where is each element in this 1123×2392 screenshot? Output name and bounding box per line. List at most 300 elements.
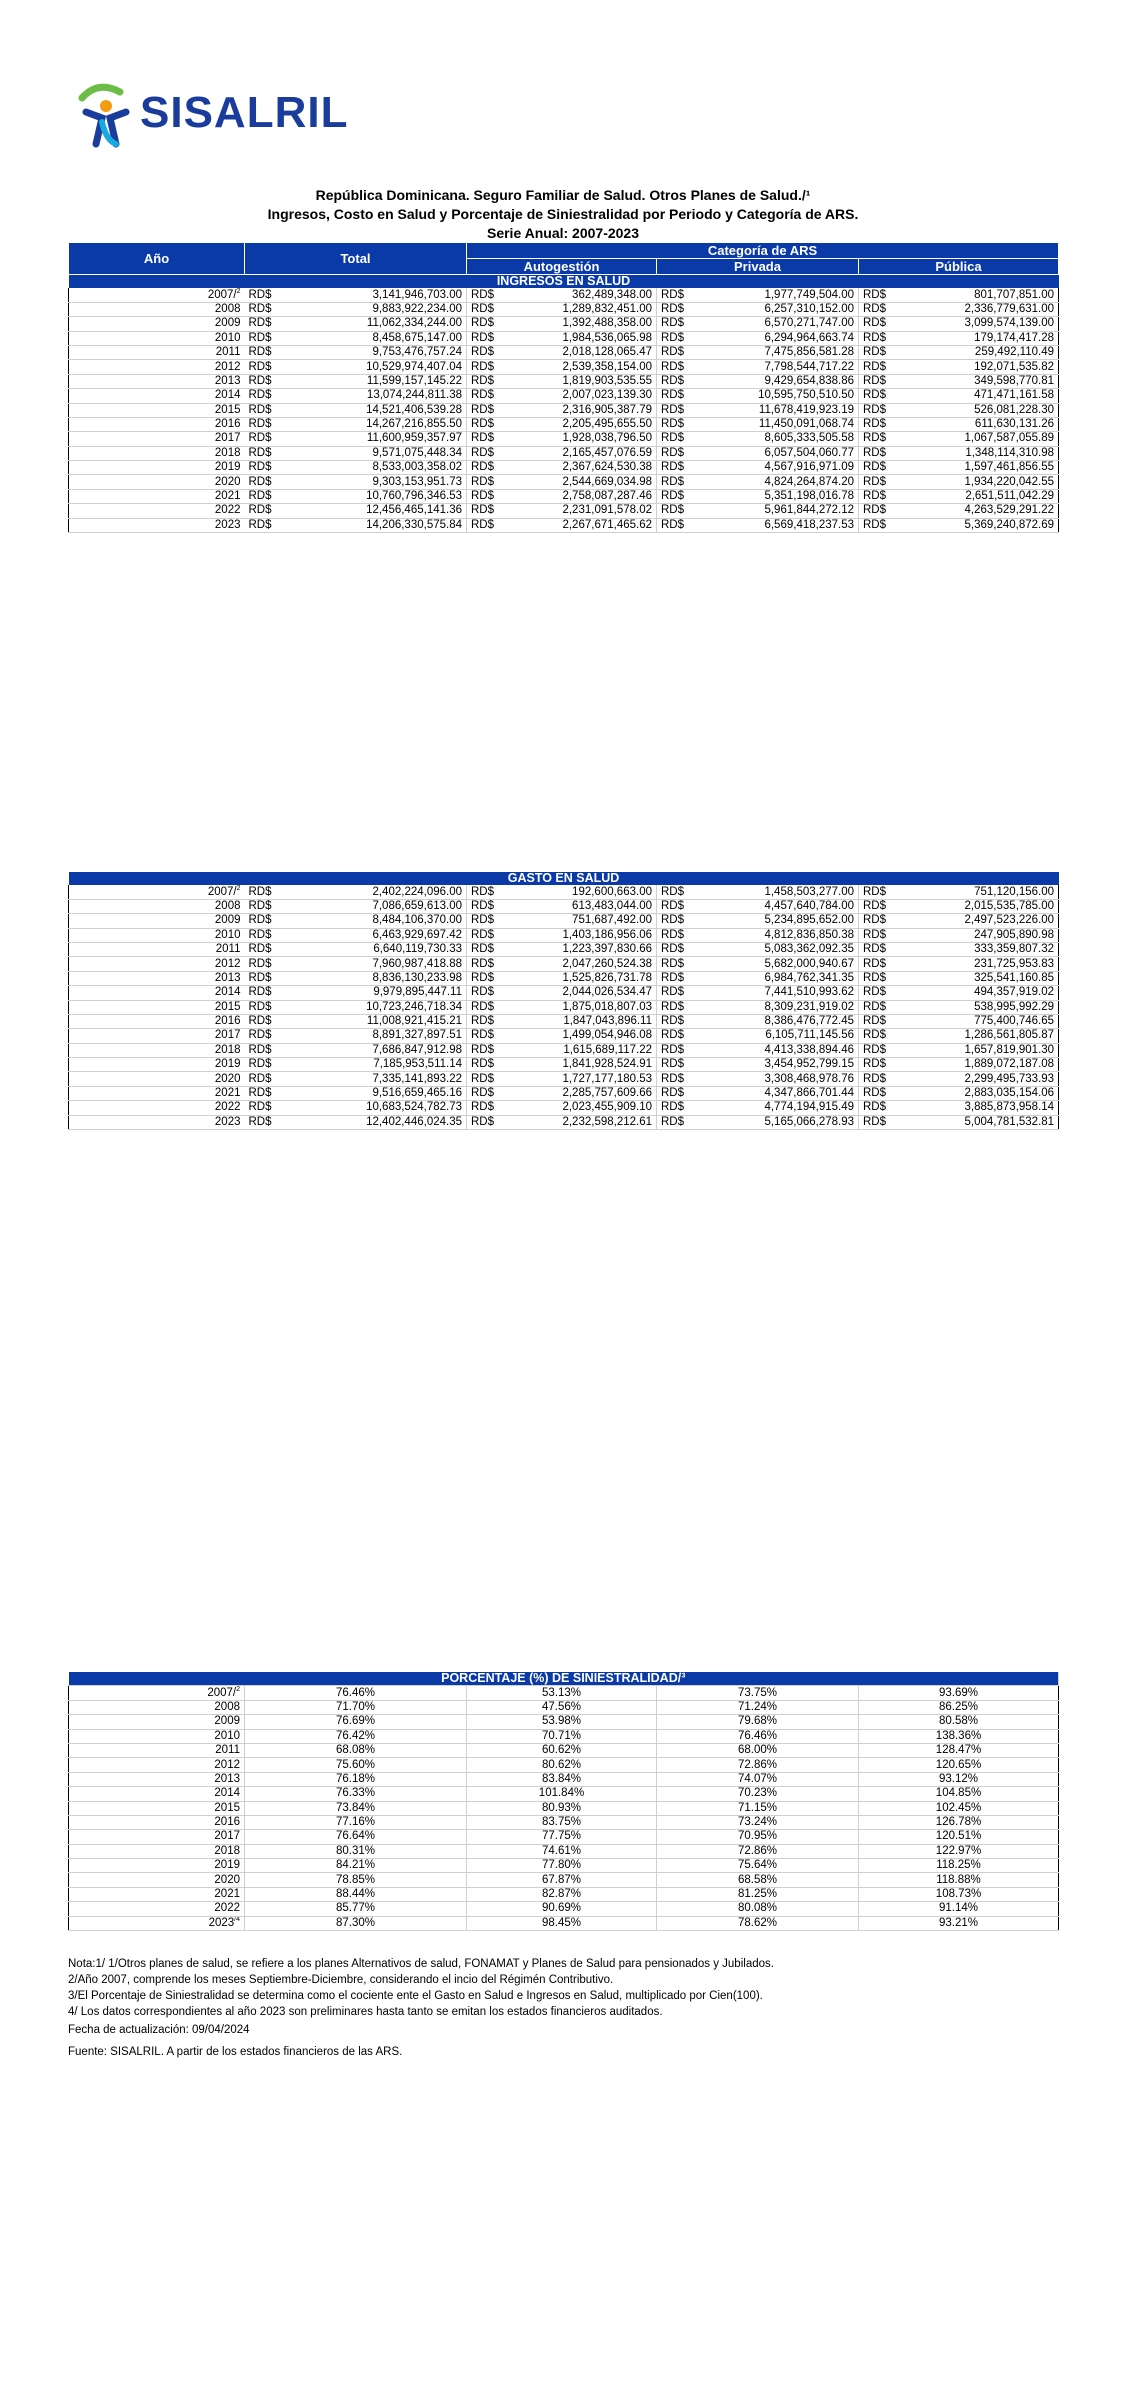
- total-value: 14,206,330,575.84: [273, 518, 467, 532]
- table-row: [69, 1787, 1059, 1801]
- publica-value: 471,471,161.58: [887, 389, 1059, 403]
- publica-pct: 108.73%: [859, 1887, 1059, 1901]
- currency-label: RD$: [657, 885, 685, 899]
- porcentaje-band: PORCENTAJE (%) DE SINIESTRALIDAD/³: [69, 1672, 1059, 1686]
- total-value: 10,723,246,718.34: [273, 1000, 467, 1014]
- year-value: 2017: [214, 1830, 240, 1843]
- publica-value: 2,651,511,042.29: [887, 489, 1059, 503]
- autogestion-value: 1,615,689,117.22: [495, 1043, 657, 1057]
- autogestion-pct: 80.62%: [467, 1758, 657, 1772]
- autogestion-value: 2,018,128,065.47: [495, 345, 657, 359]
- publica-pct: 138.36%: [859, 1729, 1059, 1743]
- privada-pct: 81.25%: [657, 1887, 859, 1901]
- currency-label: RD$: [245, 446, 273, 460]
- privada-value: 1,458,503,277.00: [685, 885, 859, 899]
- currency-label: RD$: [859, 1029, 887, 1043]
- autogestion-value: 1,984,536,065.98: [495, 331, 657, 345]
- year-cell: [69, 1000, 245, 1014]
- publica-pct: 93.21%: [859, 1916, 1059, 1930]
- currency-label: RD$: [859, 1058, 887, 1072]
- publica-pct: 104.85%: [859, 1787, 1059, 1801]
- total-value: 11,599,157,145.22: [273, 374, 467, 388]
- currency-label: RD$: [467, 1072, 495, 1086]
- year-cell: [69, 1715, 245, 1729]
- privada-value: 7,798,544,717.22: [685, 360, 859, 374]
- total-value: 8,484,106,370.00: [273, 914, 467, 928]
- total-pct: 80.31%: [245, 1844, 467, 1858]
- total-pct: 76.64%: [245, 1830, 467, 1844]
- note-1: Nota:1/ 1/Otros planes de salud, se refiere a los planes Alternativos de salud, FONAMAT y Planes de Salud para pensionados y Jubilados.: [68, 1958, 774, 1970]
- table-row: [69, 518, 1059, 532]
- currency-label: RD$: [657, 475, 685, 489]
- autogestion-value: 2,231,091,578.02: [495, 504, 657, 518]
- table-row: [69, 475, 1059, 489]
- year-value: 2023: [214, 518, 241, 531]
- publica-value: 325,541,160.85: [887, 971, 1059, 985]
- currency-label: RD$: [859, 1086, 887, 1100]
- currency-label: RD$: [657, 1072, 685, 1086]
- autogestion-value: 2,544,669,034.98: [495, 475, 657, 489]
- table-row: [69, 1844, 1059, 1858]
- table-row: [69, 504, 1059, 518]
- total-pct: 76.46%: [245, 1686, 467, 1700]
- year-cell: [69, 389, 245, 403]
- year-cell: [69, 1887, 245, 1901]
- table-row: [69, 374, 1059, 388]
- year-value: 2019: [214, 461, 241, 474]
- currency-label: RD$: [467, 446, 495, 460]
- table-row: [69, 1700, 1059, 1714]
- total-pct: 78.85%: [245, 1873, 467, 1887]
- year-cell: [69, 1758, 245, 1772]
- privada-value: 10,595,750,510.50: [685, 389, 859, 403]
- total-value: 8,533,003,358.02: [273, 461, 467, 475]
- autogestion-pct: 83.75%: [467, 1815, 657, 1829]
- year-value: 2018: [214, 446, 241, 459]
- year-cell: [69, 1086, 245, 1100]
- table-row: [69, 302, 1059, 316]
- publica-value: 192,071,535.82: [887, 360, 1059, 374]
- year-value: 2007/: [207, 1686, 237, 1699]
- currency-label: RD$: [657, 403, 685, 417]
- publica-pct: 91.14%: [859, 1902, 1059, 1916]
- privada-value: 4,457,640,784.00: [685, 899, 859, 913]
- autogestion-value: 2,047,260,524.38: [495, 957, 657, 971]
- table-row: [69, 1902, 1059, 1916]
- privada-value: 4,413,338,894.46: [685, 1043, 859, 1057]
- year-cell: [69, 504, 245, 518]
- privada-pct: 71.15%: [657, 1801, 859, 1815]
- publica-pct: 93.12%: [859, 1772, 1059, 1786]
- currency-label: RD$: [245, 302, 273, 316]
- table-row: [69, 317, 1059, 331]
- privada-value: 6,984,762,341.35: [685, 971, 859, 985]
- currency-label: RD$: [657, 1115, 685, 1129]
- privada-value: 6,257,310,152.00: [685, 302, 859, 316]
- privada-value: 6,294,964,663.74: [685, 331, 859, 345]
- autogestion-value: 1,525,826,731.78: [495, 971, 657, 985]
- currency-label: RD$: [657, 957, 685, 971]
- currency-label: RD$: [859, 432, 887, 446]
- table-row: [69, 942, 1059, 956]
- currency-label: RD$: [467, 1000, 495, 1014]
- gasto-band: GASTO EN SALUD: [69, 872, 1059, 885]
- currency-label: RD$: [245, 1014, 273, 1028]
- currency-label: RD$: [859, 971, 887, 985]
- privada-value: 7,441,510,993.62: [685, 986, 859, 1000]
- table-row: [69, 899, 1059, 913]
- year-cell: [69, 475, 245, 489]
- autogestion-value: 1,499,054,946.08: [495, 1029, 657, 1043]
- publica-pct: 102.45%: [859, 1801, 1059, 1815]
- table-row: [69, 928, 1059, 942]
- currency-label: RD$: [859, 489, 887, 503]
- currency-label: RD$: [859, 942, 887, 956]
- currency-label: RD$: [657, 389, 685, 403]
- autogestion-value: 1,727,177,180.53: [495, 1072, 657, 1086]
- currency-label: RD$: [467, 417, 495, 431]
- publica-value: 4,263,529,291.22: [887, 504, 1059, 518]
- privada-pct: 74.07%: [657, 1772, 859, 1786]
- total-value: 9,979,895,447.11: [273, 986, 467, 1000]
- currency-label: RD$: [245, 986, 273, 1000]
- total-pct: 76.33%: [245, 1787, 467, 1801]
- year-value: 2018: [214, 1043, 241, 1056]
- total-value: 8,836,130,233.98: [273, 971, 467, 985]
- year-cell: [69, 1916, 245, 1930]
- currency-label: RD$: [657, 317, 685, 331]
- privada-value: 4,774,194,915.49: [685, 1101, 859, 1115]
- publica-value: 494,357,919.02: [887, 986, 1059, 1000]
- table-row: [69, 1043, 1059, 1057]
- autogestion-pct: 67.87%: [467, 1873, 657, 1887]
- currency-label: RD$: [657, 1000, 685, 1014]
- year-value: 2011: [215, 1744, 240, 1757]
- title-line-1: República Dominicana. Seguro Familiar de Salud. Otros Planes de Salud./¹: [315, 187, 811, 203]
- currency-label: RD$: [657, 374, 685, 388]
- total-value: 6,463,929,697.42: [273, 928, 467, 942]
- total-value: 7,960,987,418.88: [273, 957, 467, 971]
- year-value: 2013: [214, 971, 241, 984]
- total-pct: 73.84%: [245, 1801, 467, 1815]
- publica-value: 333,359,807.32: [887, 942, 1059, 956]
- publica-value: 259,492,110.49: [887, 345, 1059, 359]
- year-cell: [69, 1700, 245, 1714]
- currency-label: RD$: [859, 1000, 887, 1014]
- total-value: 8,891,327,897.51: [273, 1029, 467, 1043]
- year-value: 2017: [214, 1029, 241, 1042]
- currency-label: RD$: [245, 942, 273, 956]
- year-cell: [69, 403, 245, 417]
- currency-label: RD$: [467, 1101, 495, 1115]
- autogestion-value: 2,165,457,076.59: [495, 446, 657, 460]
- table-row: [69, 1086, 1059, 1100]
- publica-value: 1,597,461,856.55: [887, 461, 1059, 475]
- autogestion-value: 2,758,087,287.46: [495, 489, 657, 503]
- note-2: 2/Año 2007, comprende los meses Septiembre-Diciembre, considerando el incio del Régimén Contributivo.: [68, 1974, 614, 1986]
- table-row: [69, 1686, 1059, 1700]
- logo-figure-icon: [78, 82, 138, 150]
- year-value: 2008: [214, 1700, 240, 1713]
- year-value: 2010: [214, 331, 241, 344]
- year-cell: [69, 1815, 245, 1829]
- privada-value: 1,977,749,504.00: [685, 288, 859, 302]
- currency-label: RD$: [657, 345, 685, 359]
- year-cell: [69, 1115, 245, 1129]
- year-cell: [69, 899, 245, 913]
- currency-label: RD$: [467, 885, 495, 899]
- year-cell: [69, 928, 245, 942]
- table-row: [69, 986, 1059, 1000]
- year-cell: [69, 971, 245, 985]
- currency-label: RD$: [245, 461, 273, 475]
- title-line-2: Ingresos, Costo en Salud y Porcentaje de Siniestralidad por Periodo y Categoría de ARS.: [267, 206, 859, 222]
- year-cell: [69, 942, 245, 956]
- header-autogestion: Autogestión: [467, 259, 657, 275]
- publica-value: 5,004,781,532.81: [887, 1115, 1059, 1129]
- publica-value: 2,015,535,785.00: [887, 899, 1059, 913]
- privada-value: 5,682,000,940.67: [685, 957, 859, 971]
- year-value: 2009: [214, 914, 241, 927]
- privada-value: 3,308,468,978.76: [685, 1072, 859, 1086]
- currency-label: RD$: [245, 504, 273, 518]
- autogestion-pct: 98.45%: [467, 1916, 657, 1930]
- year-value: 2007/: [207, 288, 237, 301]
- publica-pct: 93.69%: [859, 1686, 1059, 1700]
- autogestion-value: 1,875,018,807.03: [495, 1000, 657, 1014]
- total-value: 11,600,959,357.97: [273, 432, 467, 446]
- currency-label: RD$: [467, 288, 495, 302]
- year-value: 2010: [214, 1729, 240, 1742]
- table-row: [69, 1715, 1059, 1729]
- total-value: 14,267,216,855.50: [273, 417, 467, 431]
- autogestion-pct: 47.56%: [467, 1700, 657, 1714]
- currency-label: RD$: [859, 475, 887, 489]
- privada-pct: 70.23%: [657, 1787, 859, 1801]
- year-value: 2017: [214, 432, 241, 445]
- autogestion-pct: 101.84%: [467, 1787, 657, 1801]
- year-value: 2014: [214, 986, 241, 999]
- year-cell: [69, 1902, 245, 1916]
- autogestion-value: 2,267,671,465.62: [495, 518, 657, 532]
- autogestion-value: 192,600,663.00: [495, 885, 657, 899]
- currency-label: RD$: [859, 986, 887, 1000]
- total-value: 3,141,946,703.00: [273, 288, 467, 302]
- total-value: 6,640,119,730.33: [273, 942, 467, 956]
- privada-pct: 73.75%: [657, 1686, 859, 1700]
- ingresos-table: [68, 242, 1059, 533]
- currency-label: RD$: [467, 389, 495, 403]
- privada-pct: 75.64%: [657, 1859, 859, 1873]
- currency-label: RD$: [657, 1043, 685, 1057]
- currency-label: RD$: [245, 288, 273, 302]
- year-value: 2012: [214, 360, 241, 373]
- total-value: 9,753,476,757.24: [273, 345, 467, 359]
- year-footnote: 2: [236, 288, 241, 295]
- year-value: 2013: [214, 1772, 240, 1785]
- year-value: 2012: [214, 957, 241, 970]
- currency-label: RD$: [245, 885, 273, 899]
- gasto-table: [68, 872, 1059, 1130]
- year-value: 2013: [214, 374, 241, 387]
- porcentaje-table: [68, 1672, 1059, 1931]
- currency-label: RD$: [859, 360, 887, 374]
- publica-value: 2,497,523,226.00: [887, 914, 1059, 928]
- currency-label: RD$: [859, 928, 887, 942]
- logo-text: SISALRIL: [140, 88, 349, 137]
- currency-label: RD$: [657, 446, 685, 460]
- autogestion-value: 2,367,624,530.38: [495, 461, 657, 475]
- total-value: 8,458,675,147.00: [273, 331, 467, 345]
- currency-label: RD$: [467, 461, 495, 475]
- currency-label: RD$: [657, 942, 685, 956]
- privada-pct: 72.86%: [657, 1758, 859, 1772]
- table-row: [69, 1743, 1059, 1757]
- update-date: Fecha de actualización: 09/04/2024: [68, 2024, 250, 2036]
- total-pct: 75.60%: [245, 1758, 467, 1772]
- currency-label: RD$: [467, 489, 495, 503]
- autogestion-value: 2,316,905,387.79: [495, 403, 657, 417]
- publica-value: 5,369,240,872.69: [887, 518, 1059, 532]
- table-row: [69, 1887, 1059, 1901]
- publica-value: 231,725,953.83: [887, 957, 1059, 971]
- currency-label: RD$: [467, 475, 495, 489]
- total-value: 14,521,406,539.28: [273, 403, 467, 417]
- autogestion-pct: 74.61%: [467, 1844, 657, 1858]
- publica-value: 349,598,770.81: [887, 374, 1059, 388]
- year-cell: [69, 461, 245, 475]
- year-value: 2019: [214, 1058, 241, 1071]
- year-value: 2008: [214, 899, 241, 912]
- autogestion-value: 1,847,043,896.11: [495, 1014, 657, 1028]
- currency-label: RD$: [467, 360, 495, 374]
- autogestion-value: 2,285,757,609.66: [495, 1086, 657, 1100]
- table-row: [69, 885, 1059, 899]
- header-category: Categoría de ARS: [467, 243, 1059, 259]
- total-pct: 76.69%: [245, 1715, 467, 1729]
- table-row: [69, 403, 1059, 417]
- currency-label: RD$: [657, 971, 685, 985]
- note-4: 4/ Los datos correspondientes al año 2023 son preliminares hasta tanto se emitan los estados financieros auditados.: [68, 2006, 663, 2018]
- table-row: [69, 1014, 1059, 1028]
- year-cell: [69, 1729, 245, 1743]
- publica-value: 1,286,561,805.87: [887, 1029, 1059, 1043]
- table-row: [69, 1072, 1059, 1086]
- currency-label: RD$: [657, 899, 685, 913]
- total-value: 11,062,334,244.00: [273, 317, 467, 331]
- currency-label: RD$: [467, 957, 495, 971]
- privada-value: 11,450,091,068.74: [685, 417, 859, 431]
- currency-label: RD$: [859, 1043, 887, 1057]
- currency-label: RD$: [467, 504, 495, 518]
- currency-label: RD$: [467, 1115, 495, 1129]
- currency-label: RD$: [859, 446, 887, 460]
- year-cell: [69, 446, 245, 460]
- year-cell: [69, 1686, 245, 1700]
- table-row: [69, 1859, 1059, 1873]
- table-row: [69, 1815, 1059, 1829]
- currency-label: RD$: [657, 489, 685, 503]
- publica-value: 801,707,851.00: [887, 288, 1059, 302]
- year-value: 2022: [214, 1101, 241, 1114]
- currency-label: RD$: [467, 914, 495, 928]
- publica-value: 526,081,228.30: [887, 403, 1059, 417]
- total-value: 11,008,921,415.21: [273, 1014, 467, 1028]
- privada-value: 5,961,844,272.12: [685, 504, 859, 518]
- publica-value: 3,099,574,139.00: [887, 317, 1059, 331]
- year-cell: [69, 1873, 245, 1887]
- table-row: [69, 1772, 1059, 1786]
- publica-pct: 126.78%: [859, 1815, 1059, 1829]
- table-row: [69, 971, 1059, 985]
- table-row: [69, 1058, 1059, 1072]
- year-value: 2020: [214, 1072, 241, 1085]
- publica-value: 751,120,156.00: [887, 885, 1059, 899]
- year-cell: [69, 1844, 245, 1858]
- publica-value: 247,905,890.98: [887, 928, 1059, 942]
- currency-label: RD$: [245, 432, 273, 446]
- table-row: [69, 446, 1059, 460]
- currency-label: RD$: [467, 345, 495, 359]
- privada-value: 8,386,476,772.45: [685, 1014, 859, 1028]
- sisalril-logo: [78, 82, 378, 150]
- autogestion-value: 1,289,832,451.00: [495, 302, 657, 316]
- year-cell: [69, 1029, 245, 1043]
- publica-value: 538,995,992.29: [887, 1000, 1059, 1014]
- total-value: 12,402,446,024.35: [273, 1115, 467, 1129]
- currency-label: RD$: [245, 389, 273, 403]
- total-value: 12,456,465,141.36: [273, 504, 467, 518]
- publica-value: 2,883,035,154.06: [887, 1086, 1059, 1100]
- currency-label: RD$: [245, 317, 273, 331]
- privada-pct: 79.68%: [657, 1715, 859, 1729]
- currency-label: RD$: [245, 957, 273, 971]
- currency-label: RD$: [245, 899, 273, 913]
- currency-label: RD$: [467, 374, 495, 388]
- autogestion-value: 2,023,455,909.10: [495, 1101, 657, 1115]
- year-value: 2012: [214, 1758, 240, 1771]
- year-cell: [69, 1058, 245, 1072]
- table-row: [69, 489, 1059, 503]
- year-cell: [69, 1072, 245, 1086]
- autogestion-pct: 77.75%: [467, 1830, 657, 1844]
- privada-pct: 80.08%: [657, 1902, 859, 1916]
- year-cell: [69, 417, 245, 431]
- currency-label: RD$: [467, 1086, 495, 1100]
- privada-value: 6,057,504,060.77: [685, 446, 859, 460]
- table-row: [69, 1830, 1059, 1844]
- autogestion-value: 1,223,397,830.66: [495, 942, 657, 956]
- currency-label: RD$: [859, 899, 887, 913]
- privada-value: 3,454,952,799.15: [685, 1058, 859, 1072]
- currency-label: RD$: [245, 489, 273, 503]
- currency-label: RD$: [245, 331, 273, 345]
- currency-label: RD$: [245, 360, 273, 374]
- currency-label: RD$: [245, 345, 273, 359]
- privada-pct: 72.86%: [657, 1844, 859, 1858]
- publica-value: 179,174,417.28: [887, 331, 1059, 345]
- total-pct: 76.18%: [245, 1772, 467, 1786]
- currency-label: RD$: [245, 1086, 273, 1100]
- currency-label: RD$: [467, 1043, 495, 1057]
- total-value: 9,303,153,951.73: [273, 475, 467, 489]
- publica-value: 775,400,746.65: [887, 1014, 1059, 1028]
- year-value: 2021: [214, 1087, 241, 1100]
- privada-value: 8,309,231,919.02: [685, 1000, 859, 1014]
- publica-pct: 86.25%: [859, 1700, 1059, 1714]
- total-value: 7,686,847,912.98: [273, 1043, 467, 1057]
- currency-label: RD$: [657, 288, 685, 302]
